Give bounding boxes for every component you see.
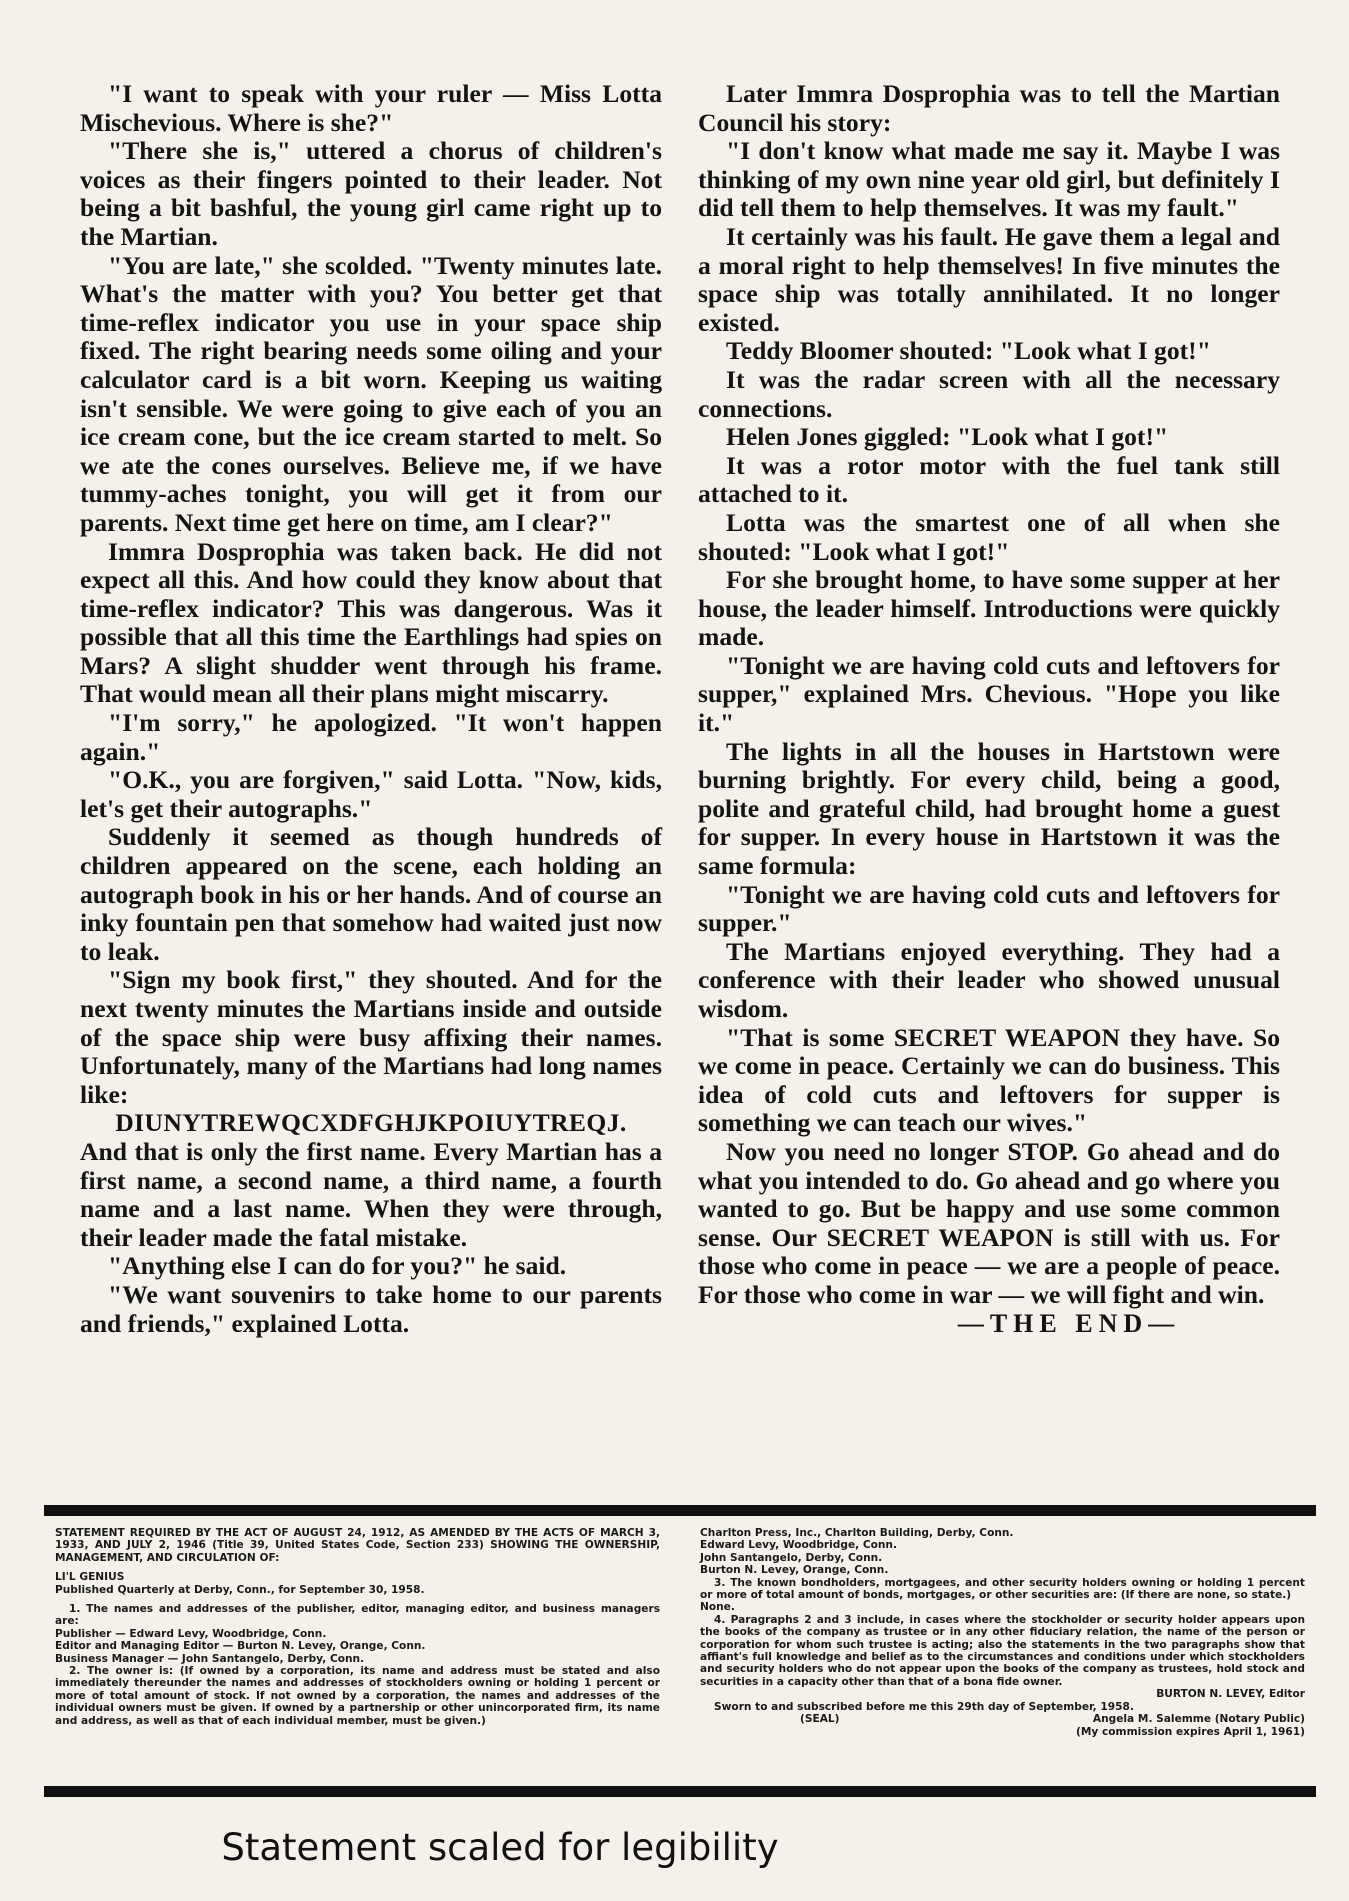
story-paragraph: It was a rotor motor with the fuel tank still attached to it. <box>698 450 1280 509</box>
story-paragraph: "I'm sorry," he apologized. "It won't happen again." <box>80 708 662 766</box>
story-paragraph: Helen Jones giggled: "Look what I got!" <box>726 422 1169 452</box>
story-paragraph: Immra Dosprophia was taken back. He did not expect all this. And how could they know about that time-reflex indicator? This was dangerous. Was it possible that all this time the Earthlings had spies on Mars? A slight shudder went through his frame. That would mean all their plans might miscarry. <box>80 536 662 709</box>
publication-frequency: Published Quarterly at Derby, Conn., for September 30, 1958. <box>55 1583 425 1596</box>
story-paragraph: Teddy Bloomer shouted: "Look what I got!" <box>726 336 1211 366</box>
martian-long-name: DIUNYTREWQCXDFGHJKPOIUYTREQJ. <box>115 1108 627 1138</box>
statement-bottom-rule <box>44 1786 1316 1797</box>
story-paragraph: For she brought home, to have some supper at her house, the leader himself. Introductions were quickly made. <box>698 565 1280 652</box>
none-line: None. <box>700 1601 735 1614</box>
publication-title: LI'L GENIUS <box>55 1571 125 1584</box>
story-paragraph: "I want to speak with your ruler — Miss Lotta Mischevious. Where is she?" <box>80 79 662 137</box>
statement-item-3: 3. The known bondholders, mortgagees, and other security holders owning or holding 1 percent or more of total amount of bonds, mortgages, or other securities are: (If there are none, so state.) <box>700 1576 1305 1602</box>
story-paragraph: It was the radar screen with all the necessary connections. <box>698 364 1280 423</box>
story-paragraph: The lights in all the houses in Hartstown were burning brightly. For every child, being a good, polite and grateful child, had brought home a guest for supper. In every house in Hartstown it was the same formula: <box>698 736 1280 881</box>
story-paragraph: Later Immra Dosprophia was to tell the Martian Council his story: <box>698 79 1280 137</box>
business-manager-line: Business Manager — John Santangelo, Derby, Conn. <box>55 1652 365 1665</box>
owner-line: John Santangelo, Derby, Conn. <box>700 1551 883 1564</box>
story-paragraph: And that is only the first name. Every Martian has a first name, a second name, a third name, a fourth name and a last name. When they were through, their leader made the fatal mistake. <box>80 1136 662 1252</box>
owner-line: Charlton Press, Inc., Charlton Building, Derby, Conn. <box>700 1527 1014 1539</box>
statement-item-1: 1. The names and addresses of the publisher, editor, managing editor, and business managers are: <box>55 1603 660 1628</box>
story-paragraph: Lotta was the smartest one of all when she shouted: "Look what I got!" <box>698 507 1280 566</box>
statement-item-4: 4. Paragraphs 2 and 3 include, in cases where the stockholder or security holder appears upon the books of the company as trustee or in any other fiduciary relation, the name of the person or corporation for whom such trustee is acting; also the statements in the two paragraphs show that affiant's full knowledge and belief as to the circumstances and conditions under which stockholders and security holders who do not appear upon the books of the company as trustees, hold stock and securities in a capacity other than that of a bona fide owner. <box>700 1613 1305 1688</box>
signer-line: BURTON N. LEVEY, Editor <box>1156 1688 1305 1701</box>
notary-name: Angela M. Salemme (Notary Public) <box>1092 1713 1305 1726</box>
story-paragraph: "Sign my book first," they shouted. And for the next twenty minutes the Martians inside and outside of the space ship were busy affixing their names. Unfortunately, many of the Martians had long names like: <box>80 965 662 1109</box>
seal-label: (SEAL) <box>800 1713 840 1726</box>
the-end-label: —THE END— <box>957 1308 1181 1338</box>
story-paragraph: "O.K., you are forgiven," said Lotta. "Now, kids, let's get their autographs." <box>80 765 662 823</box>
story-paragraph: "We want souvenirs to take home to our parents and friends," explained Lotta. <box>80 1279 662 1338</box>
commission-line: (My commission expires April 1, 1961) <box>1076 1725 1305 1738</box>
story-paragraph: It certainly was his fault. He gave them a legal and a moral right to help themselves! In five minutes the space ship was totally annihilated. It no longer existed. <box>698 221 1280 337</box>
story-paragraph: Suddenly it seemed as though hundreds of children appeared on the scene, each holding an autograph book in his or her hands. And of course an inky fountain pen that somehow had waited just now to leak. <box>80 822 662 966</box>
ownership-statement <box>55 1527 1305 1738</box>
story-paragraph: "You are late," she scolded. "Twenty minutes late. What's the matter with you? You better get that time-reflex indicator you use in your space ship fixed. The right bearing needs some oiling and your calculator card is a bit worn. Keeping us waiting isn't sensible. We were going to give each of you an ice cream cone, but the ice cream started to melt. So we ate the cones ourselves. Believe me, if we have tummy-aches tonight, you will get it from our parents. Next time get here on time, am I clear?" <box>80 250 662 537</box>
owner-line: Burton N. Levey, Orange, Conn. <box>700 1564 889 1577</box>
sworn-line: Sworn to and subscribed before me this 29th day of September, 1958. <box>714 1700 1134 1713</box>
statement-top-rule <box>44 1505 1316 1516</box>
story-paragraph: Now you need no longer STOP. Go ahead and do what you intended to do. Go ahead and go where you wanted to go. But be happy and use some common sense. Our SECRET WEAPON is still with us. For those who come in peace — we are a people of peace. For those who come in war — we will fight and win. <box>698 1136 1280 1309</box>
seal-notary-line <box>700 1713 1305 1725</box>
story-paragraph: "I don't know what made me say it. Maybe I was thinking of my own nine year old girl, but definitely I did tell them to help themselves. It was my fault." <box>698 136 1280 223</box>
story-right-column <box>698 80 1280 1338</box>
story-paragraph: "That is some SECRET WEAPON they have. So we come in peace. Certainly we can do business. This idea of cold cuts and leftovers for supper is something we can teach our wives." <box>698 1022 1280 1138</box>
story-text <box>80 80 1280 1338</box>
statement-right-column <box>700 1527 1305 1738</box>
owner-line: Edward Levy, Woodbridge, Conn. <box>700 1539 897 1552</box>
story-left-column <box>80 80 662 1338</box>
story-paragraph: The Martians enjoyed everything. They had a conference with their leader who showed unusual wisdom. <box>698 936 1280 1023</box>
story-paragraph: "Tonight we are having cold cuts and leftovers for supper." <box>698 879 1280 938</box>
publisher-line: Publisher — Edward Levy, Woodbridge, Conn. <box>55 1627 327 1640</box>
story-paragraph: "There she is," uttered a chorus of children's voices as their fingers pointed to their leader. Not being a bit bashful, the young girl came right up to the Martian. <box>80 136 662 251</box>
legibility-caption: Statement scaled for legibility <box>221 1826 779 1869</box>
statement-left-column <box>55 1527 660 1738</box>
editor-line: Editor and Managing Editor — Burton N. Levey, Orange, Conn. <box>55 1640 426 1653</box>
story-paragraph: "Tonight we are having cold cuts and leftovers for supper," explained Mrs. Chevious. "Hope you like it." <box>698 650 1280 738</box>
story-paragraph: "Anything else I can do for you?" he said. <box>108 1251 567 1281</box>
statement-item-2: 2. The owner is: (If owned by a corporation, its name and address must be stated and also immediately thereunder the names and addresses of stockholders owning or holding 1 percent or more of total amount of stock. If not owned by a corporation, the names and addresses of the individual owners must be given. If owned by a partnership or other unincorporated firm, its name and address, as well as that of each individual member, must be given.) <box>55 1665 660 1727</box>
statement-heading: STATEMENT REQUIRED BY THE ACT OF AUGUST 24, 1912, AS AMENDED BY THE ACTS OF MARCH 3, 1933, AND JULY 2, 1946 (Title 39, United States Code, Section 233) SHOWING THE OWNERSHIP, MANAGEMENT, AND CIRCULATION OF: <box>55 1527 660 1564</box>
